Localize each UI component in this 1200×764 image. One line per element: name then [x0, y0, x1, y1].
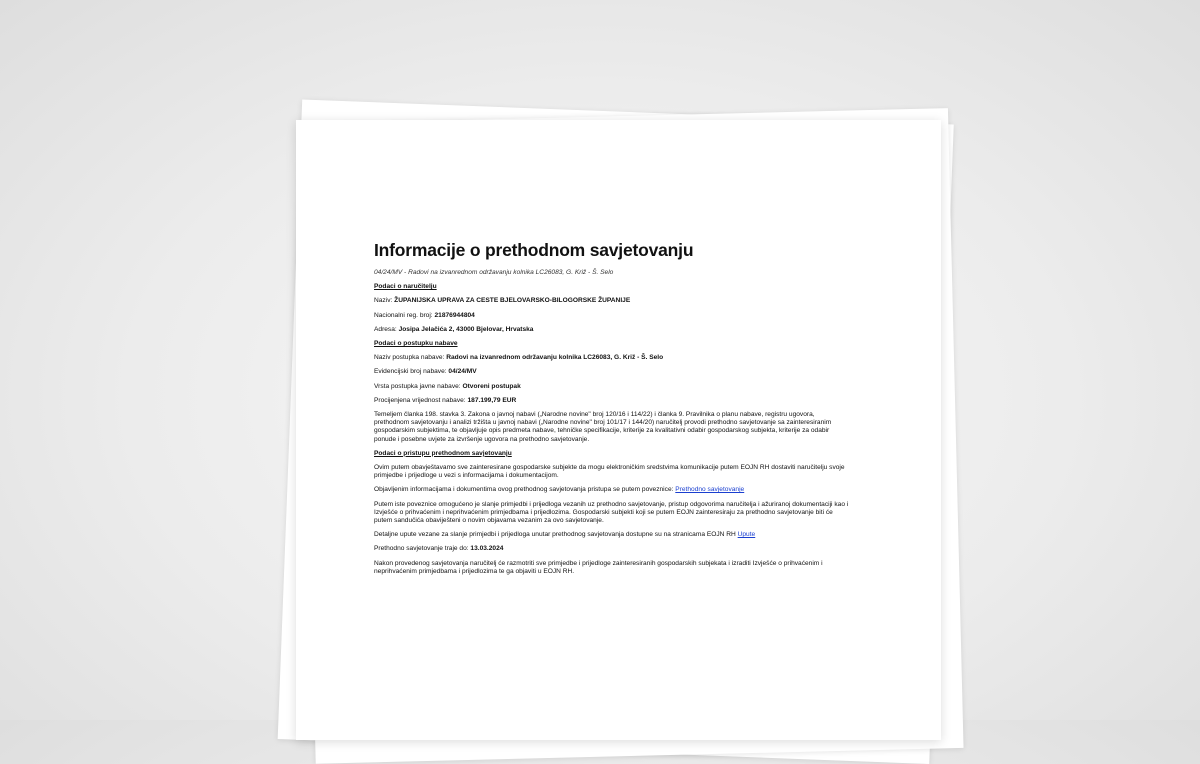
section-heading-postupak: Podaci o postupku nabave — [374, 340, 458, 348]
paragraph-upute — [374, 531, 850, 539]
field-value: 04/24/MV — [448, 368, 477, 376]
field-vrsta-postupka — [374, 383, 850, 391]
field-value: 187.199,79 EUR — [467, 396, 517, 404]
document-subtitle: 04/24/MV - Radovi na izvanrednom održavanju kolnika LC26083, G. Križ - Š. Selo — [374, 269, 614, 276]
field-naziv-postupka — [374, 354, 850, 362]
field-adresa — [374, 326, 850, 334]
field-value: 21876944804 — [434, 311, 475, 319]
field-label: Vrsta postupka javne nabave: — [374, 382, 461, 390]
field-label: Procijenjena vrijednost nabave: — [374, 396, 466, 404]
section-heading-pristup: Podaci o pristupu prethodnom savjetovanju — [374, 449, 512, 457]
paragraph-poveznica — [374, 486, 850, 494]
paragraph-upute-text: Detaljne upute vezane za slanje primjedbi i prijedloga unutar prethodnog savjetovanja dostupne su na stranicama EOJN RH — [374, 531, 736, 539]
document-title: Informacije o prethodnom savjetovanju — [374, 240, 694, 260]
paragraph-zakljucak: Nakon provedenog savjetovanja naručitelj će razmotriti sve primjedbe i prijedloge zainteresiranih gospodarskih subjekata i izraditi Izvješće o prihvaćenim i neprihvaćenim primjedbama i prijedlozima te ga objaviti u EOJN RH. — [374, 559, 823, 575]
field-value: ŽUPANIJSKA UPRAVA ZA CESTE BJELOVARSKO-BILOGORSKE ŽUPANIJE — [394, 297, 631, 305]
field-value: 13.03.2024 — [470, 545, 504, 553]
field-naziv-narucitelja — [374, 297, 850, 305]
field-value: Josipa Jelačića 2, 43000 Bjelovar, Hrvatska — [398, 325, 534, 333]
field-trajanje — [374, 545, 850, 553]
document-content — [374, 240, 850, 582]
field-procijenjena-vrijednost — [374, 397, 850, 405]
field-label: Naziv: — [374, 297, 393, 305]
field-label: Naziv postupka nabave: — [374, 354, 445, 362]
paragraph-legal-basis: Temeljem članka 198. stavka 3. Zakona o javnoj nabavi („Narodne novine" broj 120/16 i 114/22) i članka 9. Pravilnika o planu nabave, registru ugovora, prethodnom savjetovanju i analizi tržišta u javnoj nabavi („Narodne novine" broj 101/17 i 144/20) naručitelj provodi prethodno savjetovanje sa zainteresiranim gospodarskim subjektima, te objavljuje opis predmeta nabave, tehničke specifikacije, kriterije za kvalitativni odabir gospodarskog subjekta, kriterije za odabir ponude i posebne uvjete za izvršenje ugovora na prethodno savjetovanje. — [374, 411, 832, 443]
field-label: Nacionalni reg. broj: — [374, 311, 433, 319]
field-value: Otvoreni postupak — [462, 382, 521, 390]
field-label: Prethodno savjetovanje traje do: — [374, 545, 469, 553]
field-label: Evidencijski broj nabave: — [374, 368, 447, 376]
field-nacionalni-broj — [374, 312, 850, 320]
field-label: Adresa: — [374, 325, 397, 333]
field-value: Radovi na izvanrednom održavanju kolnika LC26083, G. Križ - Š. Selo — [446, 354, 664, 362]
upute-link[interactable]: Upute — [737, 531, 756, 539]
paragraph-poveznica-text: Objavljenim informacijama i dokumentima ovog prethodnog savjetovanja pristupa se putem poveznice: — [374, 486, 674, 494]
paragraph-primjedbe: Putem iste poveznice omogućeno je slanje primjedbi i prijedloga vezanih uz prethodno savjetovanje, pristup odgovorima naručitelja i ažuriranoj dokumentaciji kao i Izvješće o prihvaćenim i neprihvaćenim primjedbama i prijedlozima. Gospodarski subjekti koji se putem EOJN zainteresiraju za prethodno savjetovanje biti će putem sandučića obaviješteni o novim objavama vezanim za ovo savjetovanje. — [374, 500, 849, 525]
section-heading-narucitelj: Podaci o naručitelju — [374, 283, 437, 291]
paragraph-obavijest: Ovim putem obavještavamo sve zainteresirane gospodarske subjekte da mogu elektroničkim sredstvima komunikacije putem EOJN RH dostaviti naručitelju svoje primjedbe i prijedloge u vezi s informacijama i dokumentacijom. — [374, 464, 845, 480]
field-evidencijski-broj — [374, 368, 850, 376]
prethodno-savjetovanje-link[interactable]: Prethodno savjetovanje — [675, 486, 745, 494]
